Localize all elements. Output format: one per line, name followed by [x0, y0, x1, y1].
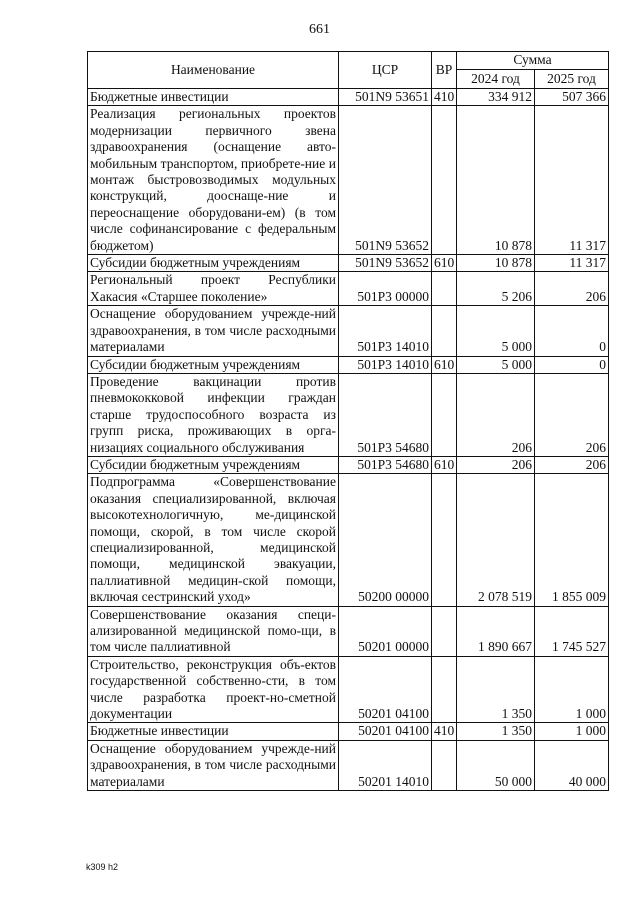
table-row: [88, 89, 609, 106]
row-vr-cell: [432, 306, 457, 356]
row-2024-amount-cell: 1 350: [457, 723, 535, 740]
row-2025-amount-cell: 40 000: [535, 740, 609, 790]
row-vr-cell: 610: [432, 255, 457, 272]
row-csr-cell: 50201 00000: [339, 606, 432, 656]
row-name-cell: Проведение вакцинации против пневмококковой инфекции граждан старше трудоспособного возраста из групп риска, проживающих в орга-низациях социального обслуживания: [88, 373, 339, 456]
header-csr: ЦСР: [339, 52, 432, 89]
table-row: [88, 656, 609, 723]
row-vr-cell: 610: [432, 356, 457, 373]
footer-code: k309 h2: [86, 862, 119, 872]
table-row: [88, 474, 609, 606]
header-vr: ВР: [432, 52, 457, 89]
row-vr-cell: [432, 656, 457, 723]
row-name-cell: Субсидии бюджетным учреждениям: [88, 255, 339, 272]
row-csr-cell: 50200 00000: [339, 474, 432, 606]
table-row: [88, 356, 609, 373]
row-csr-cell: 501N9 53652: [339, 106, 432, 255]
table-row: [88, 306, 609, 356]
table-row: [88, 106, 609, 255]
row-vr-cell: [432, 740, 457, 790]
row-name-cell: Региональный проект Республики Хакасия «Старшее поколение»: [88, 272, 339, 306]
row-vr-cell: [432, 272, 457, 306]
row-name-cell: Бюджетные инвестиции: [88, 89, 339, 106]
row-name-cell: Субсидии бюджетным учреждениям: [88, 456, 339, 473]
row-2025-amount-cell: 1 000: [535, 723, 609, 740]
row-csr-cell: 501P3 54680: [339, 373, 432, 456]
row-csr-cell: 50201 04100: [339, 723, 432, 740]
row-2024-amount-cell: 5 000: [457, 356, 535, 373]
row-2024-amount-cell: 206: [457, 373, 535, 456]
row-2025-amount-cell: 1 000: [535, 656, 609, 723]
row-2024-amount-cell: 334 912: [457, 89, 535, 106]
header-name: Наименование: [88, 52, 339, 89]
row-name-cell: Подпрограмма «Совершенствование оказания специализированной, включая высокотехнологичную, ме-дицинской помощи, скорой, в том числе скорой специализированной, медицинской помощи, медицинской эвакуации, паллиативной медицин-ской помощи, включая сестринский уход»: [88, 474, 339, 606]
header-year-2024: 2024 год: [457, 70, 535, 89]
row-csr-cell: 50201 14010: [339, 740, 432, 790]
row-2024-amount-cell: 1 350: [457, 656, 535, 723]
table-row: [88, 723, 609, 740]
row-name-cell: Бюджетные инвестиции: [88, 723, 339, 740]
table-row: [88, 272, 609, 306]
row-2025-amount-cell: 507 366: [535, 89, 609, 106]
table-row: [88, 456, 609, 473]
row-vr-cell: 410: [432, 723, 457, 740]
row-2024-amount-cell: 1 890 667: [457, 606, 535, 656]
row-2025-amount-cell: 11 317: [535, 106, 609, 255]
row-csr-cell: 501P3 54680: [339, 456, 432, 473]
row-2025-amount-cell: 0: [535, 356, 609, 373]
row-vr-cell: 410: [432, 89, 457, 106]
row-2025-amount-cell: 206: [535, 272, 609, 306]
row-2025-amount-cell: 11 317: [535, 255, 609, 272]
row-2024-amount-cell: 5 206: [457, 272, 535, 306]
row-name-cell: Субсидии бюджетным учреждениям: [88, 356, 339, 373]
table-row: [88, 606, 609, 656]
row-name-cell: Совершенствование оказания специ-ализированной медицинской помо-щи, в том числе паллиативной: [88, 606, 339, 656]
row-vr-cell: [432, 106, 457, 255]
row-2024-amount-cell: 10 878: [457, 106, 535, 255]
header-sum: Сумма: [457, 52, 609, 70]
budget-table: [87, 51, 609, 791]
row-csr-cell: 501N9 53652: [339, 255, 432, 272]
row-2024-amount-cell: 5 000: [457, 306, 535, 356]
row-name-cell: Оснащение оборудованием учрежде-ний здравоохранения, в том числе расходными материалами: [88, 306, 339, 356]
row-vr-cell: [432, 373, 457, 456]
row-2025-amount-cell: 206: [535, 456, 609, 473]
row-csr-cell: 501P3 14010: [339, 306, 432, 356]
row-2024-amount-cell: 10 878: [457, 255, 535, 272]
row-vr-cell: [432, 474, 457, 606]
row-2025-amount-cell: 0: [535, 306, 609, 356]
row-vr-cell: 610: [432, 456, 457, 473]
row-vr-cell: [432, 606, 457, 656]
row-csr-cell: 50201 04100: [339, 656, 432, 723]
table-row: [88, 373, 609, 456]
page-number: 661: [309, 22, 330, 37]
row-2024-amount-cell: 2 078 519: [457, 474, 535, 606]
row-2025-amount-cell: 206: [535, 373, 609, 456]
table-row: [88, 255, 609, 272]
row-csr-cell: 501P3 00000: [339, 272, 432, 306]
table-header-row: [88, 52, 609, 70]
row-2024-amount-cell: 206: [457, 456, 535, 473]
row-csr-cell: 501N9 53651: [339, 89, 432, 106]
budget-table-body: [88, 89, 609, 791]
row-name-cell: Строительство, реконструкция объ-ектов государственной собственно-сти, в том числе разработка проект-но-сметной документации: [88, 656, 339, 723]
row-name-cell: Оснащение оборудованием учрежде-ний здравоохранения, в том числе расходными материалами: [88, 740, 339, 790]
row-2025-amount-cell: 1 745 527: [535, 606, 609, 656]
row-2024-amount-cell: 50 000: [457, 740, 535, 790]
row-name-cell: Реализация региональных проектов модернизации первичного звена здравоохранения (оснащение авто-мобильным транспортом, приобрете-ние и монтаж быстровозводимых модульных конструкций, дооснаще-ние и переоснащение оборудовани-ем) (в том числе софинансирование с федеральным бюджетом): [88, 106, 339, 255]
row-2025-amount-cell: 1 855 009: [535, 474, 609, 606]
header-year-2025: 2025 год: [535, 70, 609, 89]
table-row: [88, 740, 609, 790]
row-csr-cell: 501P3 14010: [339, 356, 432, 373]
